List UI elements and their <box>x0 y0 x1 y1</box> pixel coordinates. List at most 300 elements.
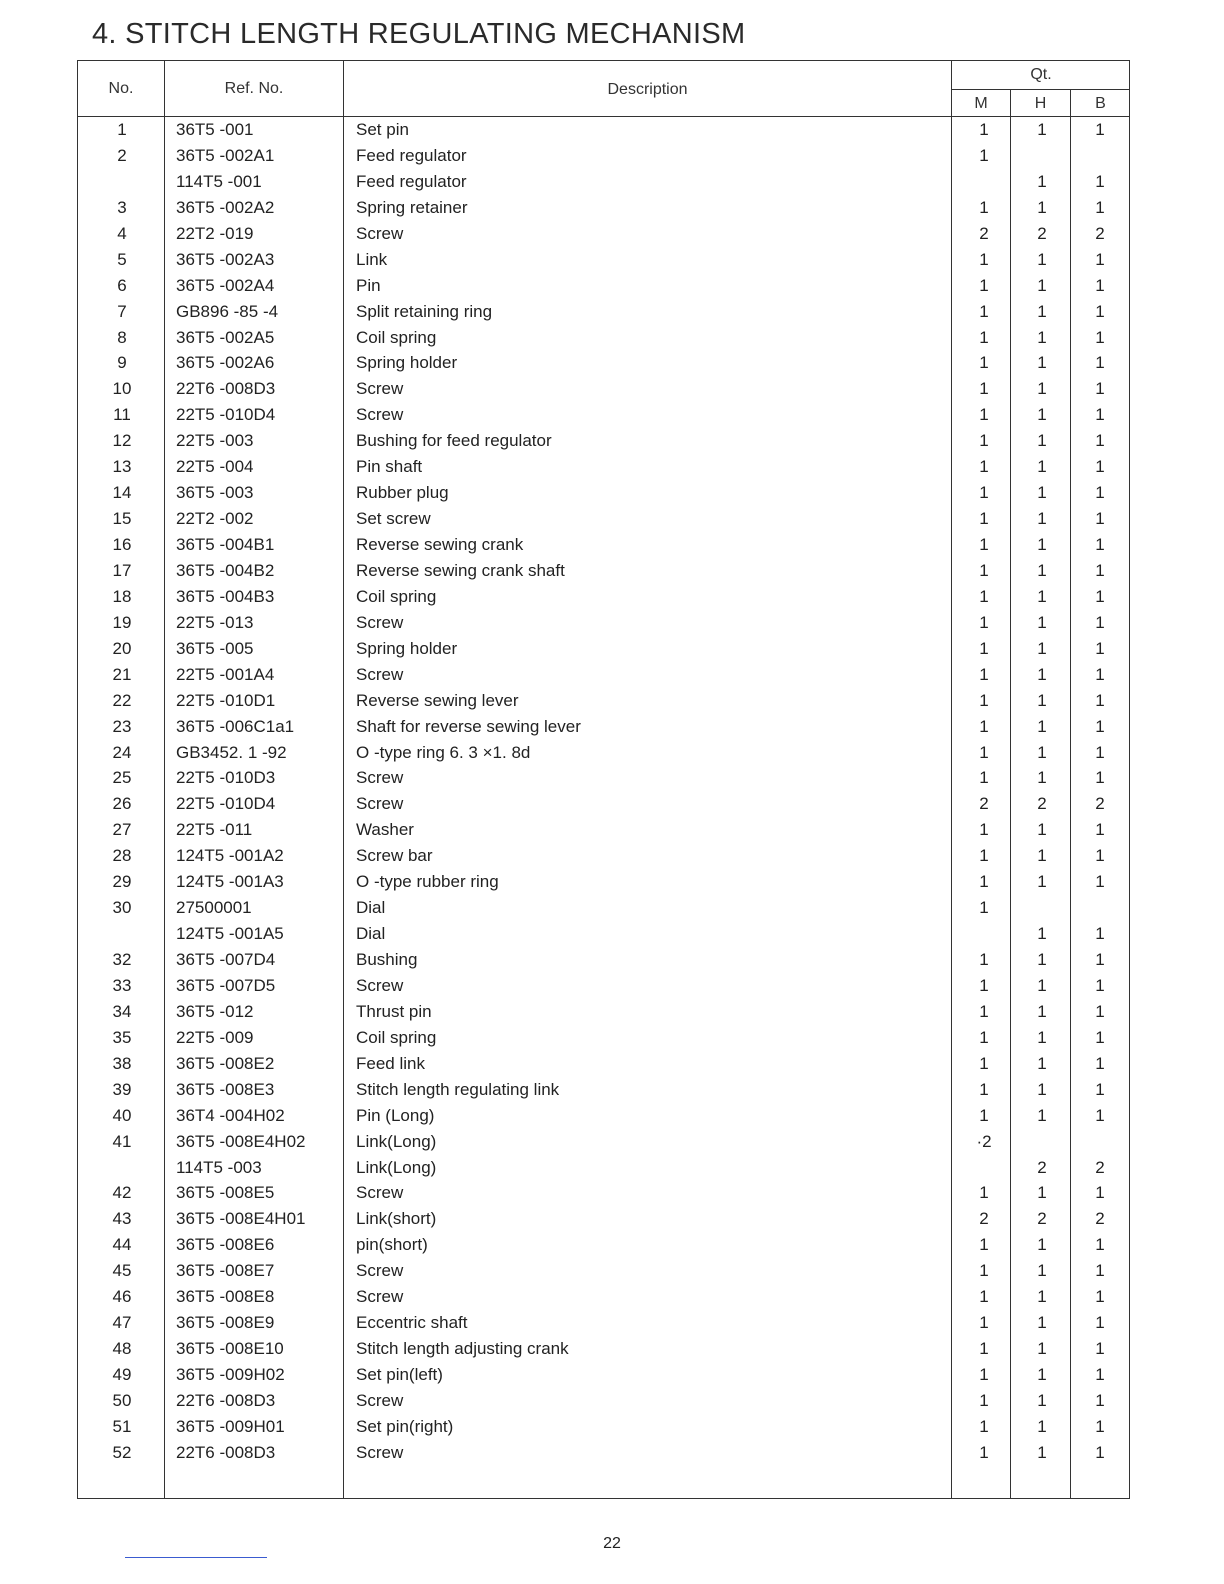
table-row <box>78 300 1130 326</box>
ref-number: 36T5 -002A1 <box>176 145 275 165</box>
description: pin(short) <box>356 1235 428 1255</box>
description: Coil spring <box>356 1027 437 1047</box>
description: Reverse sewing crank shaft <box>356 560 565 580</box>
ref-number: 36T5 -006C1a1 <box>176 716 295 736</box>
description: Rubber plug <box>356 483 449 503</box>
qty-h: 1 <box>1037 275 1047 295</box>
qty-m: 1 <box>979 664 989 684</box>
qty-m: 1 <box>979 1027 989 1047</box>
qty-h: 1 <box>1037 249 1047 269</box>
qty-m: 1 <box>979 1105 989 1125</box>
table-row <box>78 1311 1130 1337</box>
ref-number: 36T5 -008E8 <box>176 1287 275 1307</box>
qty-b: 1 <box>1095 742 1105 762</box>
ref-number: 22T5 -001A4 <box>176 664 275 684</box>
qty-m: 1 <box>979 950 989 969</box>
table-row <box>78 1078 1130 1104</box>
ref-number: 22T5 -011 <box>176 820 253 840</box>
table-row <box>78 429 1130 455</box>
qty-h: 2 <box>1037 223 1047 243</box>
qty-h: 1 <box>1037 1442 1047 1462</box>
divider-qt-sub <box>951 89 1130 90</box>
ref-number: 36T5 -008E7 <box>176 1261 275 1281</box>
ref-number: 36T5 -009H02 <box>176 1365 285 1384</box>
qty-m: 1 <box>979 275 989 295</box>
part-number: 18 <box>112 586 132 606</box>
qty-b: 1 <box>1095 327 1105 347</box>
qty-b: 1 <box>1095 1027 1105 1047</box>
ref-number: 22T5 -010D4 <box>176 405 276 425</box>
qty-h: 1 <box>1037 638 1047 658</box>
ref-number: 36T4 -004H02 <box>176 1105 285 1125</box>
qty-m: 1 <box>979 249 989 269</box>
qty-h: 2 <box>1037 1157 1047 1177</box>
table-row <box>78 974 1130 1000</box>
part-number: 23 <box>112 716 132 736</box>
ref-number: 22T6 -008D3 <box>176 1442 276 1462</box>
qty-b: 1 <box>1095 1313 1105 1333</box>
table-row <box>78 1233 1130 1259</box>
qty-b: 1 <box>1095 975 1105 995</box>
qty-b: 1 <box>1095 1442 1105 1462</box>
part-number: 27 <box>112 820 132 840</box>
description: Dial <box>356 924 386 944</box>
part-number: 46 <box>112 1287 132 1307</box>
part-number: 45 <box>112 1261 132 1281</box>
description: Eccentric shaft <box>356 1313 468 1333</box>
description: Set pin(left) <box>356 1365 443 1384</box>
ref-number: 22T6 -008D3 <box>176 1390 276 1410</box>
header-qt-m: M <box>974 95 988 112</box>
qty-b: 1 <box>1095 1416 1105 1436</box>
qty-m: 1 <box>979 120 989 139</box>
qty-b: 2 <box>1095 794 1105 814</box>
table-row <box>78 1181 1130 1207</box>
part-number: 4 <box>117 223 127 243</box>
qty-m: 1 <box>979 197 989 217</box>
header-qt: Qt. <box>1030 66 1052 83</box>
description: Thrust pin <box>356 1001 432 1021</box>
qty-b: 1 <box>1095 950 1105 969</box>
ref-number: 36T5 -007D4 <box>176 950 276 969</box>
qty-m: 1 <box>979 379 989 399</box>
qty-b: 1 <box>1095 846 1105 866</box>
qty-b: 1 <box>1095 171 1105 191</box>
qty-m: 1 <box>979 405 989 425</box>
qty-h: 1 <box>1037 483 1047 503</box>
qty-h: 1 <box>1037 1416 1047 1436</box>
ref-number: 36T5 -004B1 <box>176 535 275 554</box>
ref-number: 36T5 -002A5 <box>176 327 275 347</box>
part-number: 24 <box>112 742 132 762</box>
qty-h: 1 <box>1037 820 1047 840</box>
header-no: No. <box>108 80 134 97</box>
ref-number: GB3452. 1 -92 <box>176 742 287 762</box>
part-number: 17 <box>112 560 132 580</box>
description: Screw <box>356 1261 404 1281</box>
qty-b: 1 <box>1095 560 1105 580</box>
qty-h: 1 <box>1037 509 1047 529</box>
qty-m: 1 <box>979 586 989 606</box>
qty-h: 1 <box>1037 846 1047 866</box>
part-number: 30 <box>112 898 132 918</box>
qty-m: 1 <box>979 457 989 477</box>
qty-h: 1 <box>1037 612 1047 632</box>
part-number: 29 <box>112 872 132 892</box>
qty-m: 1 <box>979 1261 989 1281</box>
part-number: 11 <box>113 405 131 425</box>
qty-b: 1 <box>1095 820 1105 840</box>
part-number: 42 <box>112 1183 132 1203</box>
table-row <box>78 792 1130 818</box>
description: Reverse sewing lever <box>356 690 519 710</box>
qty-b: 1 <box>1095 1339 1105 1359</box>
description: Screw <box>356 612 404 632</box>
description: Screw <box>356 1390 404 1410</box>
qty-b: 1 <box>1095 638 1105 658</box>
qty-h: 1 <box>1037 742 1047 762</box>
part-number: 49 <box>112 1365 132 1384</box>
description: Split retaining ring <box>356 301 493 321</box>
part-number: 9 <box>117 353 127 373</box>
ref-number: 36T5 -008E10 <box>176 1339 284 1359</box>
description: Shaft for reverse sewing lever <box>356 716 581 736</box>
description: Screw <box>356 405 404 425</box>
qty-b: 1 <box>1095 275 1105 295</box>
ref-number: GB896 -85 -4 <box>176 301 279 321</box>
description: Coil spring <box>356 327 437 347</box>
qty-m: 1 <box>979 716 989 736</box>
description: O -type rubber ring <box>356 872 499 892</box>
qty-h: 1 <box>1037 535 1047 554</box>
part-number: 25 <box>112 768 132 788</box>
table-row <box>78 870 1130 896</box>
ref-number: 36T5 -008E2 <box>176 1053 275 1073</box>
qty-h: 1 <box>1037 405 1047 425</box>
qty-b: 1 <box>1095 612 1105 632</box>
qty-m: 1 <box>979 301 989 321</box>
description: Feed regulator <box>356 171 467 191</box>
qty-m: 1 <box>979 353 989 373</box>
qty-b: 1 <box>1095 457 1105 477</box>
part-number: 3 <box>117 197 127 217</box>
ref-number: 124T5 -001A5 <box>176 924 284 944</box>
table-row <box>78 1130 1130 1156</box>
qty-h: 1 <box>1037 1001 1047 1021</box>
qty-h: 1 <box>1037 457 1047 477</box>
description: Pin (Long) <box>356 1105 435 1125</box>
description: Set pin(right) <box>356 1416 454 1436</box>
qty-m: 1 <box>979 1053 989 1073</box>
part-number: 19 <box>112 612 132 632</box>
qty-b: 1 <box>1095 1365 1105 1384</box>
part-number: 7 <box>117 301 127 321</box>
part-number: 14 <box>112 483 132 503</box>
qty-m: 1 <box>979 742 989 762</box>
table-row <box>78 144 1130 170</box>
part-number: 33 <box>112 975 132 995</box>
ref-number: 36T5 -001 <box>176 120 254 139</box>
ref-number: 124T5 -001A3 <box>176 872 284 892</box>
ref-number: 22T6 -008D3 <box>176 379 276 399</box>
description: Pin <box>356 275 381 295</box>
qty-b: 1 <box>1095 301 1105 321</box>
qty-h: 1 <box>1037 1390 1047 1410</box>
table-row <box>78 170 1130 196</box>
qty-b: 2 <box>1095 223 1105 243</box>
qty-b: 1 <box>1095 924 1105 944</box>
description: Screw <box>356 1287 404 1307</box>
table-row <box>78 1259 1130 1285</box>
ref-number: 22T5 -010D3 <box>176 768 276 788</box>
qty-b: 1 <box>1095 1001 1105 1021</box>
table-row <box>78 326 1130 352</box>
description: Screw <box>356 379 404 399</box>
qty-h: 1 <box>1037 171 1047 191</box>
qty-m: 1 <box>979 483 989 503</box>
qty-m: 1 <box>979 768 989 788</box>
table-row <box>78 1104 1130 1130</box>
part-number: 12 <box>112 431 132 451</box>
qty-h: 1 <box>1037 1313 1047 1333</box>
ref-number: 114T5 -001 <box>176 171 262 191</box>
header-qt-h: H <box>1034 95 1047 112</box>
part-number: 20 <box>112 638 132 658</box>
qty-m: 2 <box>979 223 989 243</box>
table-row <box>78 637 1130 663</box>
description: Set screw <box>356 509 431 529</box>
qty-m: 1 <box>979 1365 989 1384</box>
ref-number: 36T5 -002A3 <box>176 249 275 269</box>
qty-m: 1 <box>979 327 989 347</box>
part-number: 10 <box>112 379 132 399</box>
qty-b: 1 <box>1095 1053 1105 1073</box>
qty-h: 1 <box>1037 1027 1047 1047</box>
qty-h: 2 <box>1037 1209 1047 1229</box>
description: Screw <box>356 1183 404 1203</box>
part-number: 51 <box>112 1416 132 1436</box>
description: Feed link <box>356 1053 425 1073</box>
part-number: 38 <box>112 1053 132 1073</box>
qty-m: ·2 <box>976 1131 992 1151</box>
qty-m: 1 <box>979 431 989 451</box>
ref-number: 22T2 -002 <box>176 509 254 529</box>
qty-b: 1 <box>1095 690 1105 710</box>
qty-b: 1 <box>1095 535 1105 554</box>
table-row <box>78 689 1130 715</box>
description: Stitch length regulating link <box>356 1079 560 1099</box>
description: Spring holder <box>356 353 458 373</box>
table-row <box>78 1000 1130 1026</box>
qty-h: 1 <box>1037 1183 1047 1203</box>
qty-m: 1 <box>979 872 989 892</box>
table-row <box>78 844 1130 870</box>
qty-m: 1 <box>979 846 989 866</box>
ref-number: 36T5 -008E4H02 <box>176 1131 306 1151</box>
page-title: 4. STITCH LENGTH REGULATING MECHANISM <box>92 18 746 50</box>
table-row <box>78 118 1130 144</box>
description: Spring retainer <box>356 197 468 217</box>
description: Screw <box>356 1442 404 1462</box>
part-number: 28 <box>112 846 132 866</box>
ref-number: 22T5 -010D4 <box>176 794 276 814</box>
table-row <box>78 922 1130 948</box>
qty-h: 1 <box>1037 353 1047 373</box>
part-number: 43 <box>112 1209 132 1229</box>
qty-b: 1 <box>1095 768 1105 788</box>
description: Stitch length adjusting crank <box>356 1339 569 1359</box>
ref-number: 36T5 -008E3 <box>176 1079 275 1099</box>
table-row <box>78 351 1130 377</box>
table-row <box>78 1389 1130 1415</box>
qty-h: 1 <box>1037 664 1047 684</box>
qty-m: 1 <box>979 145 989 165</box>
ref-number: 22T2 -019 <box>176 223 254 243</box>
ref-number: 36T5 -005 <box>176 638 254 658</box>
table-row <box>78 715 1130 741</box>
qty-m: 1 <box>979 1183 989 1203</box>
description: Screw <box>356 223 404 243</box>
qty-m: 1 <box>979 898 989 918</box>
qty-b: 1 <box>1095 1390 1105 1410</box>
table-row <box>78 1285 1130 1311</box>
qty-h: 1 <box>1037 1079 1047 1099</box>
part-number: 52 <box>112 1442 132 1462</box>
qty-m: 1 <box>979 975 989 995</box>
description: Bushing <box>356 950 418 969</box>
description: Link(Long) <box>356 1131 437 1151</box>
qty-h: 1 <box>1037 301 1047 321</box>
table-row <box>78 1415 1130 1441</box>
qty-h: 1 <box>1037 431 1047 451</box>
ref-number: 36T5 -008E9 <box>176 1313 275 1333</box>
table-row <box>78 1052 1130 1078</box>
part-number: 26 <box>112 794 132 814</box>
part-number: 22 <box>112 690 132 710</box>
description: Feed regulator <box>356 145 467 165</box>
part-number: 39 <box>112 1079 132 1099</box>
description: Dial <box>356 898 386 918</box>
qty-h: 1 <box>1037 1287 1047 1307</box>
part-number: 16 <box>112 535 132 554</box>
qty-b: 1 <box>1095 483 1105 503</box>
part-number: 8 <box>117 327 127 347</box>
qty-m: 1 <box>979 612 989 632</box>
qty-h: 2 <box>1037 794 1047 814</box>
description: Link <box>356 249 388 269</box>
qty-b: 1 <box>1095 249 1105 269</box>
qty-m: 1 <box>979 1079 989 1099</box>
description: Set pin <box>356 120 409 139</box>
ref-number: 36T5 -008E6 <box>176 1235 275 1255</box>
qty-b: 1 <box>1095 353 1105 373</box>
qty-m: 1 <box>979 1001 989 1021</box>
description: Bushing for feed regulator <box>356 431 552 451</box>
part-number: 5 <box>117 249 127 269</box>
table-row <box>78 481 1130 507</box>
qty-h: 1 <box>1037 924 1047 944</box>
table-row <box>78 818 1130 844</box>
table-row <box>78 1207 1130 1233</box>
description: Screw <box>356 794 404 814</box>
header-qt-b: B <box>1095 95 1106 112</box>
header-description: Description <box>607 81 688 98</box>
footer-rule <box>125 1557 267 1558</box>
qty-b: 2 <box>1095 1157 1105 1177</box>
qty-m: 1 <box>979 1287 989 1307</box>
qty-b: 1 <box>1095 1183 1105 1203</box>
qty-h: 1 <box>1037 872 1047 892</box>
part-number: 2 <box>117 145 127 165</box>
qty-h: 1 <box>1037 379 1047 399</box>
table-row <box>78 274 1130 300</box>
ref-number: 22T5 -004 <box>176 457 254 477</box>
qty-m: 1 <box>979 1313 989 1333</box>
part-number: 35 <box>112 1027 132 1047</box>
qty-h: 1 <box>1037 716 1047 736</box>
description: Screw <box>356 664 404 684</box>
qty-m: 2 <box>979 1209 989 1229</box>
table-row <box>78 559 1130 585</box>
description: Pin shaft <box>356 457 423 477</box>
qty-b: 1 <box>1095 509 1105 529</box>
ref-number: 27500001 <box>176 898 252 918</box>
qty-h: 1 <box>1037 586 1047 606</box>
part-number: 32 <box>112 950 132 969</box>
qty-h: 1 <box>1037 1235 1047 1255</box>
part-number: 41 <box>112 1131 132 1151</box>
qty-b: 1 <box>1095 197 1105 217</box>
ref-number: 114T5 -003 <box>176 1157 262 1177</box>
table-row <box>78 1156 1130 1182</box>
qty-b: 1 <box>1095 872 1105 892</box>
ref-number: 36T5 -008E4H01 <box>176 1209 306 1229</box>
qty-m: 1 <box>979 509 989 529</box>
qty-m: 1 <box>979 820 989 840</box>
ref-number: 36T5 -004B3 <box>176 586 275 606</box>
qty-m: 2 <box>979 794 989 814</box>
part-number: 44 <box>112 1235 132 1255</box>
qty-h: 1 <box>1037 690 1047 710</box>
table-row <box>78 663 1130 689</box>
part-number: 21 <box>112 664 132 684</box>
ref-number: 36T5 -002A4 <box>176 275 275 295</box>
part-number: 1 <box>117 120 127 139</box>
table-row <box>78 1441 1130 1467</box>
ref-number: 36T5 -004B2 <box>176 560 275 580</box>
qty-m: 1 <box>979 535 989 554</box>
qty-m: 1 <box>979 1442 989 1462</box>
table-row <box>78 1026 1130 1052</box>
qty-m: 1 <box>979 560 989 580</box>
qty-b: 1 <box>1095 1235 1105 1255</box>
qty-h: 1 <box>1037 768 1047 788</box>
qty-h: 1 <box>1037 1339 1047 1359</box>
table-row <box>78 741 1130 767</box>
header-ref-no: Ref. No. <box>224 80 284 97</box>
qty-m: 1 <box>979 1235 989 1255</box>
part-number: 40 <box>112 1105 132 1125</box>
qty-h: 1 <box>1037 950 1047 969</box>
part-number: 6 <box>117 275 127 295</box>
ref-number: 36T5 -002A6 <box>176 353 275 373</box>
qty-h: 1 <box>1037 1053 1047 1073</box>
description: Link(Long) <box>356 1157 437 1177</box>
qty-h: 1 <box>1037 975 1047 995</box>
ref-number: 36T5 -009H01 <box>176 1416 285 1436</box>
ref-number: 36T5 -003 <box>176 483 254 503</box>
table-row <box>78 248 1130 274</box>
